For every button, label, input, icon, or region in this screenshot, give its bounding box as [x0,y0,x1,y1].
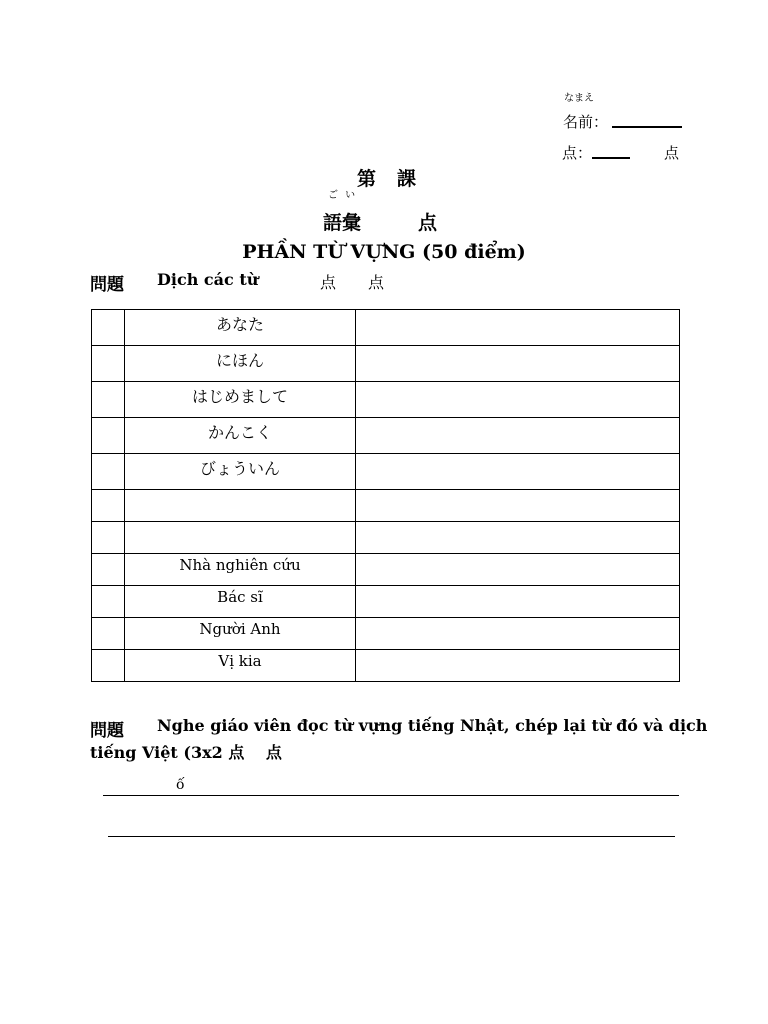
name-furigana: なまえ [564,93,594,104]
row-number-cell [92,382,125,418]
table-row [92,346,680,382]
translation-answer-cell[interactable] [356,650,680,682]
vocab-word-cell: かんこく [125,418,356,454]
translation-answer-cell[interactable] [356,490,680,522]
vocab-word-cell: Người Anh [125,618,356,650]
translation-answer-cell[interactable] [356,346,680,382]
translation-answer-cell[interactable] [356,522,680,554]
score-blank-line[interactable] [592,157,630,159]
table-row [92,586,680,618]
row-number-cell [92,346,125,382]
question2-label: 問題 [90,721,124,741]
vocab-word-cell: はじめまして [125,382,356,418]
table-row [92,554,680,586]
vocab-heading: 語彙 点 [323,212,438,234]
table-row [92,418,680,454]
vocab-word-cell: Nhà nghiên cứu [125,554,356,586]
question2-instruction-line2: tiếng Việt (3x2 点 点 [90,743,282,762]
vocab-word-cell: Vị kia [125,650,356,682]
page-title: PHẦN TỪ VỰNG (50 điểm) [242,241,526,263]
table-row [92,382,680,418]
row-number-cell [92,650,125,682]
name-blank-line[interactable] [612,126,682,128]
stray-mark: ố [176,777,185,793]
translation-answer-cell[interactable] [356,618,680,650]
table-row [92,618,680,650]
question1-instruction: Dịch các từ [157,270,259,289]
table-row [92,522,680,554]
row-number-cell [92,522,125,554]
row-number-cell [92,586,125,618]
translation-answer-cell[interactable] [356,310,680,346]
vocab-word-cell: Bác sĩ [125,586,356,618]
answer-line[interactable] [103,795,679,796]
translation-answer-cell[interactable] [356,418,680,454]
translation-answer-cell[interactable] [356,454,680,490]
table-row [92,650,680,682]
row-number-cell [92,554,125,586]
row-number-cell [92,418,125,454]
row-number-cell [92,310,125,346]
name-label: 名前： [563,113,609,131]
table-row [92,310,680,346]
vocab-word-cell: あなた [125,310,356,346]
score-unit: 点 [664,144,680,162]
vocab-furigana: ご い [328,190,358,201]
vocab-word-cell: びょういん [125,454,356,490]
vocab-table [91,309,680,682]
lesson-title: 第 課 [357,168,418,190]
question1-label: 問題 [90,275,124,295]
vocab-word-cell: にほん [125,346,356,382]
translation-answer-cell[interactable] [356,382,680,418]
row-number-cell [92,454,125,490]
row-number-cell [92,490,125,522]
vocab-table-body [92,310,680,682]
score-label: 点： [562,144,593,162]
table-row [92,490,680,522]
table-row [92,454,680,490]
question1-points: 点 点 [320,273,385,292]
vocab-word-cell [125,522,356,554]
translation-answer-cell[interactable] [356,586,680,618]
answer-line[interactable] [108,836,675,837]
row-number-cell [92,618,125,650]
translation-answer-cell[interactable] [356,554,680,586]
question2-instruction-line1: Nghe giáo viên đọc từ vựng tiếng Nhật, chép lại từ đó và dịch [157,716,708,735]
vocab-word-cell [125,490,356,522]
